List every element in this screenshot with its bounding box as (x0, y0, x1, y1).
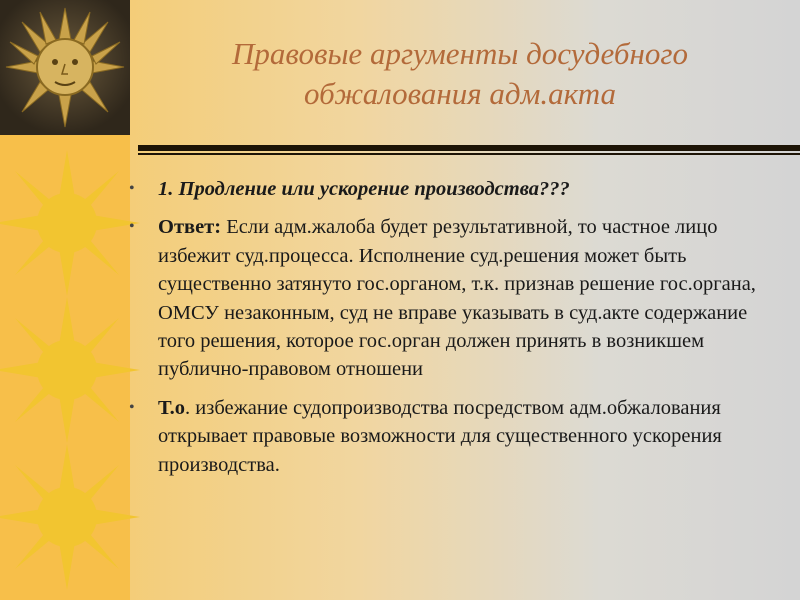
slide-title (140, 34, 780, 114)
bullet-dot-icon: • (129, 218, 135, 236)
sun-icon (0, 442, 142, 592)
bullet-lead: Ответ: (158, 216, 222, 239)
title-divider (138, 141, 800, 159)
bullet-lead: Т.о (158, 396, 185, 419)
divider-thin-line (138, 153, 800, 155)
golden-sun-face-icon (0, 0, 130, 135)
slide-body (126, 175, 776, 489)
sun-icon (0, 295, 142, 445)
sun-icon (0, 148, 142, 298)
sun-face-logo (0, 0, 130, 135)
bullet-item (126, 175, 776, 203)
divider-thick-line (138, 145, 800, 151)
bullet-text: Если адм.жалоба будет результативной, то частное лицо избежит суд.процесса. Исполнение суд.решения может быть существенно затянуто гос.органом, т.к. признав решение гос.органа, ОМСУ незаконным, суд не вправе указывать в суд.акте содержание того решения, которое гос.орган должен принять в возникшем публично-правовом отношени (158, 216, 756, 381)
title-line-2: обжалования адм.акта (304, 76, 616, 111)
bullet-text: . избежание судопроизводства посредством адм.обжалования открывает правовые возможности для существенного ускорения производства. (158, 396, 722, 476)
bullet-heading: 1. Продление или ускорение производства??? (158, 178, 570, 200)
bullet-dot-icon: • (129, 180, 135, 197)
bullet-dot-icon: • (129, 398, 135, 416)
bullet-item (126, 394, 776, 479)
bullet-item (126, 213, 776, 383)
title-line-1: Правовые аргументы досудебного (232, 36, 688, 71)
